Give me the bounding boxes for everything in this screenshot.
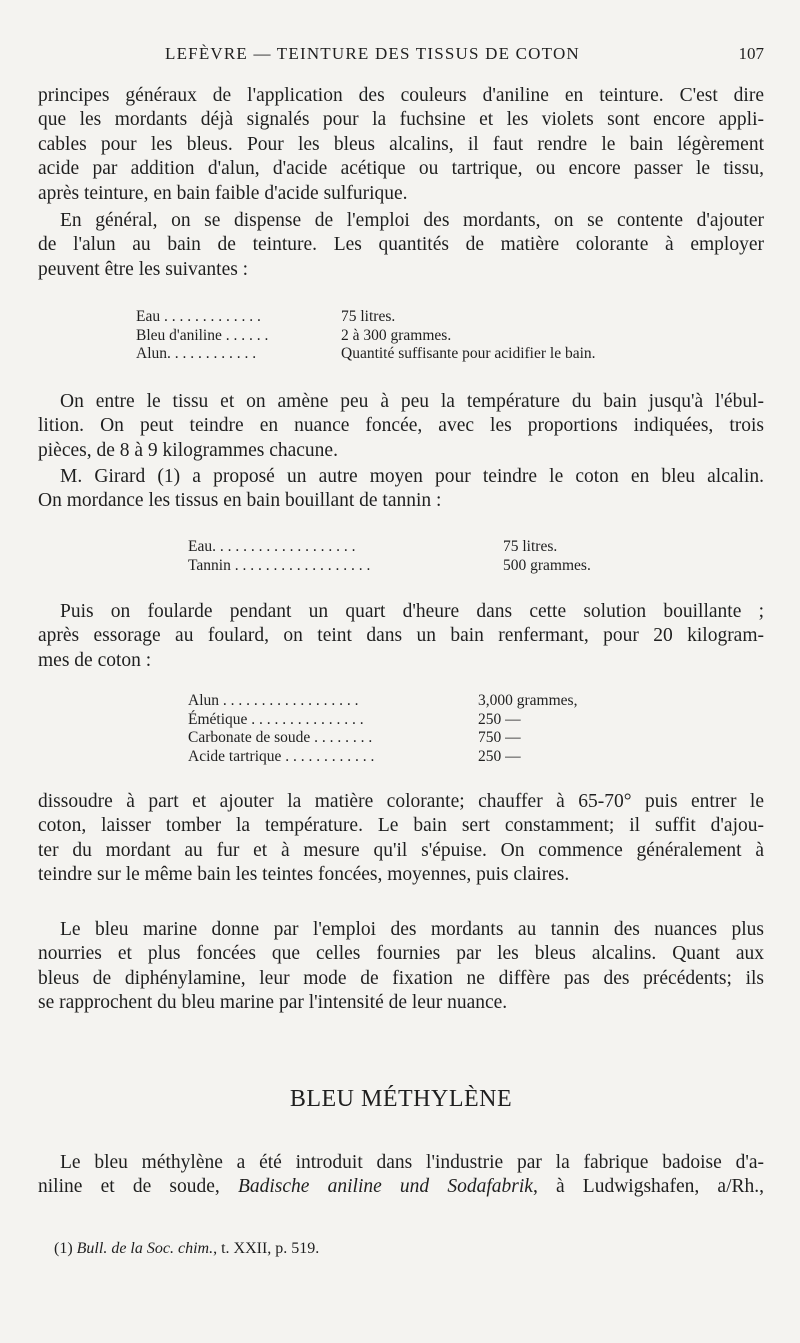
recipe-table-1	[136, 308, 596, 364]
ingredient-name: Émétique	[188, 710, 248, 728]
text-line: après teinture, en bain faible d'acide sulfurique.	[38, 182, 408, 204]
paragraph-1	[38, 84, 764, 206]
text-line: Puis on foularde pendant un quart d'heure dans cette solution bouillante ;	[60, 601, 764, 622]
text-run: niline et de soude,	[38, 1176, 238, 1198]
text-line: Le bleu méthylène a été introduit dans l'industrie par la fabrique badoise d'a-	[60, 1152, 764, 1173]
footnote-journal: Bull. de la Soc. chim.	[76, 1240, 214, 1257]
text-line: En général, on se dispense de l'emploi des mordants, on se contente d'ajouter	[60, 210, 764, 231]
ingredient-amount: 2 à 300 grammes.	[341, 326, 452, 344]
text-line: teindre sur le même bain les teintes foncées, moyennes, puis claires.	[38, 864, 570, 886]
ingredient-name: Acide tartrique	[188, 747, 282, 765]
ingredient-amount: Quantité suffisante pour acidifier le bain.	[341, 345, 596, 362]
ingredient-name: Carbonate de soude	[188, 729, 311, 746]
ingredient-name: Eau	[188, 538, 213, 555]
ingredient-amount: 3,000 grammes,	[478, 692, 578, 709]
ingredient-amount: 75 litres.	[341, 308, 396, 325]
text-line: M. Girard (1) a proposé un autre moyen pour teindre le coton en bleu alcalin.	[60, 466, 764, 487]
paragraph-7	[38, 918, 764, 1016]
text-run: , à Ludwigshafen, a/Rh.,	[532, 1176, 764, 1198]
text-line: mes de coton :	[38, 649, 152, 671]
footnote-citation: , t. XXII, p. 519.	[213, 1240, 320, 1257]
section-title: BLEU MÉTHYLÈNE	[289, 1086, 513, 1112]
footnote	[54, 1240, 319, 1258]
text-line	[38, 1175, 764, 1199]
text-line: lition. On peut teindre en nuance foncée, avec les proportions indiquées, trois	[38, 415, 764, 437]
footnote-marker: (1)	[54, 1240, 77, 1257]
paragraph-6	[38, 790, 764, 888]
ingredient-name: Bleu d'aniline	[136, 326, 222, 344]
ingredient-name: Alun	[136, 345, 167, 362]
text-line: dissoudre à part et ajouter la matière colorante; chauffer à 65-70° puis entrer le	[38, 791, 764, 812]
text-line: On entre le tissu et on amène peu à peu la température du bain jusqu'à l'ébul-	[60, 391, 764, 412]
text-line: acide par addition d'alun, d'acide acétique ou tartrique, ou encore passer le tissu,	[38, 158, 764, 180]
text-line: ter du mordant au fur et à mesure qu'il s'épuise. On commence généralement à	[38, 839, 764, 861]
recipe-table-3	[188, 692, 577, 766]
running-title: LEFÈVRE — TEINTURE DES TISSUS DE COTON	[165, 44, 580, 63]
text-line: coton, laisser tomber la température. Le bain sert constamment; il suffit d'ajou-	[38, 815, 764, 837]
ingredient-name: Eau	[136, 308, 161, 325]
recipe-row	[136, 345, 596, 364]
text-line: que les mordants déjà signalés pour la fuchsine et les violets sont encore appli-	[38, 109, 764, 131]
leader-dots: . . . . . . . . . . . . . . . . . .	[219, 692, 359, 709]
paragraph-8	[38, 1151, 764, 1200]
text-line: nourries et plus foncées que celles fournies par les bleus alcalins. Quant aux	[38, 943, 764, 965]
recipe-row	[136, 308, 596, 327]
recipe-row	[188, 692, 577, 711]
ingredient-amount: 750 —	[478, 729, 521, 746]
ingredient-amount: 250 —	[478, 747, 521, 765]
text-line: peuvent être les suivantes :	[38, 258, 249, 280]
text-line: se rapprochent du bleu marine par l'intensité de leur nuance.	[38, 992, 508, 1014]
text-line: Le bleu marine donne par l'emploi des mordants au tannin des nuances plus	[60, 919, 764, 940]
paragraph-3	[38, 390, 764, 463]
running-header	[38, 44, 764, 70]
leader-dots: . . . . . . . .	[310, 729, 373, 746]
leader-dots: . . . . . .	[221, 326, 269, 344]
text-line: pièces, de 8 à 9 kilogrammes chacune.	[38, 439, 338, 461]
recipe-table-2	[188, 538, 591, 575]
text-line: bleus de diphénylamine, leur mode de fixation ne diffère pas des précédents; ils	[38, 967, 764, 989]
paragraph-5	[38, 600, 764, 673]
ingredient-amount: 500 grammes.	[503, 556, 591, 574]
ingredient-name: Alun	[188, 692, 219, 709]
recipe-row	[136, 327, 596, 346]
ingredient-amount: 250 —	[478, 710, 521, 728]
ingredient-amount: 75 litres.	[503, 538, 558, 555]
leader-dots: . . . . . . . . . . . . . . . . . . .	[212, 538, 356, 555]
text-line: On mordance les tissus en bain bouillant de tannin :	[38, 490, 442, 512]
recipe-row	[188, 748, 577, 767]
recipe-row	[188, 557, 591, 576]
text-line: cables pour les bleus. Pour les bleus alcalins, il faut rendre le bain légèrement	[38, 133, 764, 155]
recipe-row	[188, 538, 591, 557]
leader-dots: . . . . . . . . . . . . . . . . . .	[230, 556, 371, 574]
recipe-row	[188, 729, 577, 748]
text-line: de l'alun au bain de teinture. Les quantités de matière colorante à employer	[38, 234, 764, 256]
text-line: après essorage au foulard, on teint dans un bain renfermant, pour 20 kilogram-	[38, 625, 764, 647]
leader-dots: . . . . . . . . . . . . .	[160, 308, 261, 325]
text-line: principes généraux de l'application des couleurs d'aniline en teinture. C'est dire	[38, 85, 764, 106]
page-number: 107	[738, 44, 764, 63]
leader-dots: . . . . . . . . . . . .	[167, 345, 257, 362]
leader-dots: . . . . . . . . . . . .	[281, 747, 375, 765]
paragraph-4	[38, 465, 764, 514]
leader-dots: . . . . . . . . . . . . . . .	[247, 710, 364, 728]
recipe-row	[188, 711, 577, 730]
company-name: Badische aniline und Sodafabrik	[237, 1176, 533, 1198]
paragraph-2	[38, 209, 764, 282]
ingredient-name: Tannin	[188, 556, 231, 574]
